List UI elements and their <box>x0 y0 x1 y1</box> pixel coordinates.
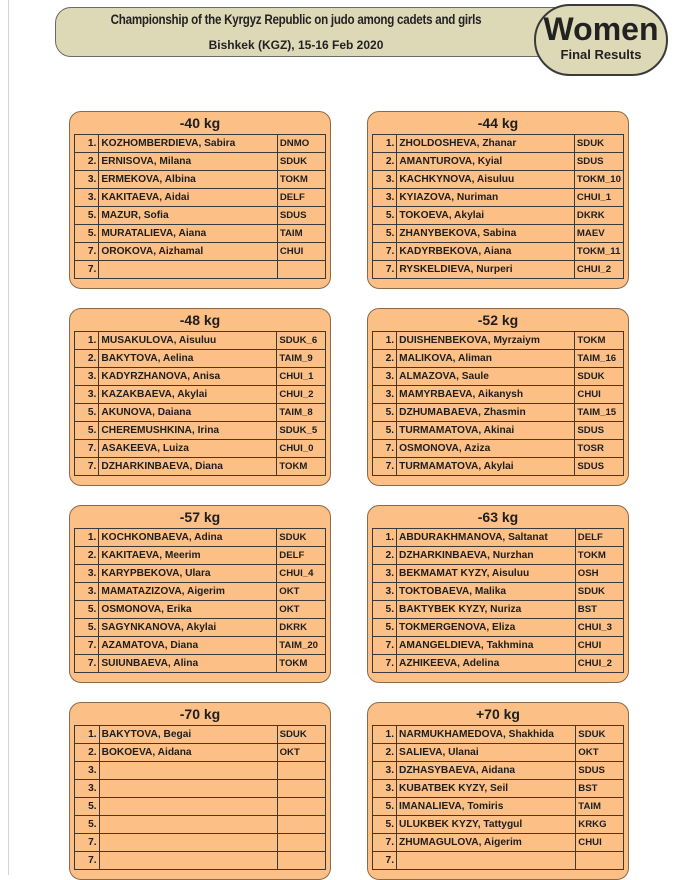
place-cell: 5. <box>373 601 397 619</box>
athlete-name-cell: MAMATAZIZOVA, Aigerim <box>99 583 277 601</box>
club-cell: DNMO <box>277 135 325 153</box>
place-cell: 3. <box>373 368 397 386</box>
table-row <box>75 834 326 852</box>
table-row <box>373 225 624 243</box>
results-badge <box>534 4 668 76</box>
weight-category-title: -70 kg <box>179 706 221 722</box>
club-cell: TOKM <box>277 458 326 476</box>
place-cell: 2. <box>75 350 99 368</box>
athlete-name-cell <box>99 780 277 798</box>
club-cell: TAIM_20 <box>277 637 326 655</box>
place-cell: 3. <box>75 368 99 386</box>
club-cell: SDUK <box>277 529 326 547</box>
athlete-name-cell: KACHKYNOVA, Aisuluu <box>397 171 575 189</box>
place-cell: 3. <box>373 565 397 583</box>
club-cell: BST <box>575 601 623 619</box>
place-cell: 1. <box>75 135 99 153</box>
athlete-name-cell: DZHARKINBAEVA, Nurzhan <box>397 547 576 565</box>
table-row <box>373 332 624 350</box>
athlete-name-cell: KARYPBEKOVA, Ulara <box>99 565 277 583</box>
club-cell: TOKM_10 <box>574 171 623 189</box>
table-row <box>75 637 326 655</box>
results-table <box>372 528 624 673</box>
club-cell <box>277 852 325 870</box>
place-cell: 1. <box>75 726 100 744</box>
place-cell: 3. <box>75 565 99 583</box>
table-row <box>373 404 624 422</box>
athlete-name-cell <box>397 852 576 870</box>
club-cell: CHUI_4 <box>277 565 326 583</box>
athlete-name-cell: KAKITAEVA, Aidai <box>99 189 278 207</box>
results-table <box>74 725 326 870</box>
table-row <box>373 350 624 368</box>
place-cell: 7. <box>373 637 397 655</box>
club-cell: SDUS <box>574 153 623 171</box>
athlete-name-cell: ULUKBEK KYZY, Tattygul <box>397 816 576 834</box>
athlete-name-cell: MURATALIEVA, Aiana <box>99 225 278 243</box>
club-cell <box>277 816 325 834</box>
athlete-name-cell: OSMONOVA, Aziza <box>397 440 575 458</box>
club-cell: CHUI_2 <box>574 261 623 279</box>
table-row <box>75 583 326 601</box>
table-row <box>75 726 326 744</box>
weight-category-block <box>367 308 629 486</box>
athlete-name-cell: RYSKELDIEVA, Nurperi <box>397 261 575 279</box>
table-row <box>373 386 624 404</box>
athlete-name-cell: IMANALIEVA, Tomiris <box>397 798 576 816</box>
club-cell: TAIM_16 <box>575 350 624 368</box>
athlete-name-cell: DZHUMABAEVA, Zhasmin <box>397 404 575 422</box>
athlete-name-cell: NARMUKHAMEDOVA, Shakhida <box>397 726 576 744</box>
table-row <box>373 726 624 744</box>
club-cell: CHUI_0 <box>277 440 326 458</box>
place-cell: 7. <box>75 440 99 458</box>
club-cell: SDUS <box>575 458 624 476</box>
athlete-name-cell: ZHOLDOSHEVA, Zhanar <box>397 135 575 153</box>
table-row <box>373 619 624 637</box>
table-row <box>373 655 624 673</box>
table-row <box>373 135 624 153</box>
place-cell: 2. <box>75 547 99 565</box>
athlete-name-cell: SUIUNBAEVA, Alina <box>99 655 277 673</box>
weight-category-title: -40 kg <box>179 115 221 131</box>
place-cell: 1. <box>373 135 397 153</box>
club-cell: TOKM_11 <box>574 243 623 261</box>
table-row <box>75 619 326 637</box>
club-cell: CHUI_1 <box>574 189 623 207</box>
place-cell: 7. <box>75 834 100 852</box>
place-cell: 3. <box>373 762 397 780</box>
place-cell: 2. <box>75 153 99 171</box>
place-cell: 5. <box>373 225 397 243</box>
club-cell <box>277 798 325 816</box>
club-cell: BST <box>576 780 624 798</box>
results-table <box>74 331 326 476</box>
club-cell: OSH <box>575 565 623 583</box>
athlete-name-cell: AMANGELDIEVA, Takhmina <box>397 637 576 655</box>
athlete-name-cell <box>99 816 277 834</box>
table-row <box>75 565 326 583</box>
club-cell: CHUI_1 <box>277 368 326 386</box>
club-cell: CHUI <box>576 834 624 852</box>
athlete-name-cell: ZHUMAGULOVA, Aigerim <box>397 834 576 852</box>
club-cell: TOKM <box>575 547 623 565</box>
athlete-name-cell: AKUNOVA, Daiana <box>99 404 277 422</box>
place-cell: 1. <box>373 529 397 547</box>
club-cell: KRKG <box>576 816 624 834</box>
athlete-name-cell: AMANTUROVA, Kyial <box>397 153 575 171</box>
table-row <box>373 637 624 655</box>
club-cell: DKRK <box>277 619 326 637</box>
athlete-name-cell: BEKMAMAT KYZY, Aisuluu <box>397 565 576 583</box>
club-cell: CHUI_2 <box>575 655 623 673</box>
club-cell: OKT <box>576 744 624 762</box>
table-row <box>75 601 326 619</box>
place-cell: 7. <box>373 852 397 870</box>
weight-category-title: -44 kg <box>477 115 519 131</box>
club-cell: OKT <box>277 744 325 762</box>
club-cell: OKT <box>277 583 326 601</box>
club-cell: TAIM_8 <box>277 404 326 422</box>
club-cell: TOKM <box>277 655 326 673</box>
athlete-name-cell: BOKOEVA, Aidana <box>99 744 277 762</box>
athlete-name-cell: SAGYNKANOVA, Akylai <box>99 619 277 637</box>
table-row <box>373 744 624 762</box>
table-row <box>75 762 326 780</box>
table-row <box>75 655 326 673</box>
place-cell: 3. <box>75 583 99 601</box>
results-table <box>372 331 624 476</box>
table-row <box>75 458 326 476</box>
athlete-name-cell: BAKTYBEK KYZY, Nuriza <box>397 601 576 619</box>
club-cell: DELF <box>277 189 325 207</box>
place-cell: 7. <box>75 261 99 279</box>
club-cell: TOKM <box>575 332 624 350</box>
results-table <box>74 134 326 279</box>
club-cell: TAIM_9 <box>277 350 326 368</box>
athlete-name-cell <box>99 852 277 870</box>
club-cell: SDUK <box>574 135 623 153</box>
table-row <box>75 189 326 207</box>
place-cell: 7. <box>373 261 397 279</box>
place-cell: 2. <box>373 153 397 171</box>
results-table <box>372 725 624 870</box>
table-row <box>75 207 326 225</box>
table-row <box>75 386 326 404</box>
place-cell: 1. <box>373 332 397 350</box>
page-title: Championship of the Kyrgyz Republic on judo among cadets and girls <box>110 12 482 27</box>
place-cell: 5. <box>373 798 397 816</box>
table-row <box>75 404 326 422</box>
table-row <box>75 780 326 798</box>
place-cell: 5. <box>75 619 99 637</box>
place-cell: 1. <box>75 332 99 350</box>
table-row <box>75 547 326 565</box>
club-cell: TAIM <box>576 798 624 816</box>
athlete-name-cell: CHEREMUSHKINA, Irina <box>99 422 277 440</box>
weight-category-block <box>367 702 629 880</box>
club-cell: SDUK <box>277 726 325 744</box>
club-cell: SDUK_6 <box>277 332 326 350</box>
club-cell: CHUI_2 <box>277 386 326 404</box>
place-cell: 3. <box>373 386 397 404</box>
table-row <box>373 243 624 261</box>
club-cell: CHUI <box>277 243 325 261</box>
place-cell: 7. <box>75 243 99 261</box>
place-cell: 3. <box>373 780 397 798</box>
place-cell: 5. <box>75 816 100 834</box>
club-cell: TOSR <box>575 440 624 458</box>
weight-category-block <box>367 505 629 683</box>
athlete-name-cell: KADYRBEKOVA, Aiana <box>397 243 575 261</box>
athlete-name-cell: TOKOEVA, Akylai <box>397 207 575 225</box>
club-cell <box>277 834 325 852</box>
athlete-name-cell <box>99 762 277 780</box>
athlete-name-cell: KAZAKBAEVA, Akylai <box>99 386 277 404</box>
athlete-name-cell: TOKTOBAEVA, Malika <box>397 583 576 601</box>
place-cell: 5. <box>75 601 99 619</box>
results-table <box>372 134 624 279</box>
results-table <box>74 528 326 673</box>
athlete-name-cell: MAMYRBAEVA, Aikanysh <box>397 386 575 404</box>
athlete-name-cell: ZHANYBEKOVA, Sabina <box>397 225 575 243</box>
athlete-name-cell: ERNISOVA, Milana <box>99 153 278 171</box>
table-row <box>75 153 326 171</box>
table-row <box>75 350 326 368</box>
table-row <box>373 762 624 780</box>
club-cell <box>277 762 325 780</box>
club-cell: TAIM_15 <box>575 404 624 422</box>
place-cell: 7. <box>373 834 397 852</box>
weight-category-title: -63 kg <box>477 509 519 525</box>
table-row <box>373 798 624 816</box>
athlete-name-cell: OROKOVA, Aizhamal <box>99 243 278 261</box>
athlete-name-cell <box>99 834 277 852</box>
place-cell: 3. <box>75 780 100 798</box>
table-row <box>373 422 624 440</box>
place-cell: 5. <box>373 404 397 422</box>
place-cell: 5. <box>373 816 397 834</box>
club-cell: TAIM <box>277 225 325 243</box>
athlete-name-cell: MUSAKULOVA, Aisuluu <box>99 332 277 350</box>
athlete-name-cell: MALIKOVA, Aliman <box>397 350 575 368</box>
club-cell <box>576 852 624 870</box>
weight-category-title: -48 kg <box>179 312 221 328</box>
table-row <box>75 171 326 189</box>
table-row <box>373 852 624 870</box>
page-edge <box>8 0 9 875</box>
athlete-name-cell: KADYRZHANOVA, Anisa <box>99 368 277 386</box>
weight-category-title: -52 kg <box>477 312 519 328</box>
place-cell: 5. <box>75 404 99 422</box>
badge-title: Women <box>543 11 659 47</box>
table-row <box>373 171 624 189</box>
table-row <box>373 261 624 279</box>
table-row <box>75 852 326 870</box>
athlete-name-cell: BAKYTOVA, Aelina <box>99 350 277 368</box>
athlete-name-cell: KYIAZOVA, Nuriman <box>397 189 575 207</box>
athlete-name-cell: KAKITAEVA, Meerim <box>99 547 277 565</box>
place-cell: 3. <box>373 583 397 601</box>
club-cell: DKRK <box>574 207 623 225</box>
weight-category-block <box>367 111 629 289</box>
badge-subtitle: Final Results <box>560 47 642 62</box>
weight-category-block <box>69 308 331 486</box>
place-cell: 5. <box>373 619 397 637</box>
weight-category-block <box>69 505 331 683</box>
place-cell: 7. <box>373 458 397 476</box>
place-cell: 7. <box>75 458 99 476</box>
athlete-name-cell: DZHARKINBAEVA, Diana <box>99 458 277 476</box>
place-cell: 5. <box>75 207 99 225</box>
place-cell: 5. <box>75 422 99 440</box>
table-row <box>75 261 326 279</box>
club-cell: CHUI <box>575 386 624 404</box>
place-cell: 1. <box>75 529 99 547</box>
table-row <box>75 225 326 243</box>
place-cell: 2. <box>373 744 397 762</box>
place-cell: 3. <box>373 171 397 189</box>
club-cell: SDUS <box>576 762 624 780</box>
table-row <box>373 816 624 834</box>
table-row <box>75 135 326 153</box>
club-cell: MAEV <box>574 225 623 243</box>
club-cell: SDUS <box>277 207 325 225</box>
place-cell: 7. <box>75 637 99 655</box>
place-cell: 3. <box>75 386 99 404</box>
table-row <box>373 834 624 852</box>
table-row <box>373 583 624 601</box>
table-row <box>75 243 326 261</box>
table-row <box>75 529 326 547</box>
place-cell: 7. <box>373 440 397 458</box>
table-row <box>373 189 624 207</box>
athlete-name-cell: BAKYTOVA, Begai <box>99 726 277 744</box>
athlete-name-cell: MAZUR, Sofia <box>99 207 278 225</box>
athlete-name-cell: AZHIKEEVA, Adelina <box>397 655 576 673</box>
place-cell: 3. <box>373 189 397 207</box>
place-cell: 3. <box>75 171 99 189</box>
table-row <box>75 816 326 834</box>
table-row <box>75 798 326 816</box>
club-cell: CHUI_3 <box>575 619 623 637</box>
club-cell: SDUK <box>575 583 623 601</box>
table-row <box>75 368 326 386</box>
athlete-name-cell: KOCHKONBAEVA, Adina <box>99 529 277 547</box>
table-row <box>373 458 624 476</box>
table-row <box>75 422 326 440</box>
club-cell: OKT <box>277 601 326 619</box>
club-cell: DELF <box>277 547 326 565</box>
weight-category-title: -57 kg <box>179 509 221 525</box>
club-cell: SDUK_5 <box>277 422 326 440</box>
place-cell: 7. <box>75 655 99 673</box>
athlete-name-cell: SALIEVA, Ulanai <box>397 744 576 762</box>
table-row <box>373 368 624 386</box>
place-cell: 7. <box>373 655 397 673</box>
table-row <box>373 440 624 458</box>
club-cell: CHUI <box>575 637 623 655</box>
place-cell: 5. <box>373 207 397 225</box>
athlete-name-cell: ERMEKOVA, Albina <box>99 171 278 189</box>
club-cell: SDUK <box>277 153 325 171</box>
athlete-name-cell: DZHASYBAEVA, Aidana <box>397 762 576 780</box>
athlete-name-cell: DUISHENBEKOVA, Myrzaiym <box>397 332 575 350</box>
club-cell: SDUK <box>576 726 624 744</box>
table-row <box>75 332 326 350</box>
athlete-name-cell: KOZHOMBERDIEVA, Sabira <box>99 135 278 153</box>
athlete-name-cell: TOKMERGENOVA, Eliza <box>397 619 576 637</box>
place-cell: 2. <box>373 547 397 565</box>
place-cell: 2. <box>75 744 100 762</box>
place-cell: 5. <box>75 225 99 243</box>
table-row <box>75 744 326 762</box>
table-row <box>373 565 624 583</box>
club-cell: DELF <box>575 529 623 547</box>
athlete-name-cell: ABDURAKHMANOVA, Saltanat <box>397 529 576 547</box>
place-cell: 7. <box>373 243 397 261</box>
club-cell: SDUS <box>575 422 624 440</box>
weight-category-block <box>69 111 331 289</box>
athlete-name-cell: TURMAMATOVA, Akylai <box>397 458 575 476</box>
place-cell: 2. <box>373 350 397 368</box>
table-row <box>373 529 624 547</box>
place-cell: 7. <box>75 852 100 870</box>
club-cell: SDUK <box>575 368 624 386</box>
table-row <box>373 207 624 225</box>
place-cell: 5. <box>75 798 100 816</box>
club-cell <box>277 261 325 279</box>
athlete-name-cell <box>99 798 277 816</box>
athlete-name-cell: KUBATBEK KYZY, Seil <box>397 780 576 798</box>
table-row <box>373 780 624 798</box>
table-row <box>373 601 624 619</box>
place-cell: 1. <box>373 726 397 744</box>
place-cell: 5. <box>373 422 397 440</box>
place-cell: 3. <box>75 189 99 207</box>
place-cell: 3. <box>75 762 100 780</box>
athlete-name-cell: AZAMATOVA, Diana <box>99 637 277 655</box>
club-cell <box>277 780 325 798</box>
table-row <box>373 153 624 171</box>
header-banner <box>55 7 617 57</box>
athlete-name-cell: OSMONOVA, Erika <box>99 601 277 619</box>
athlete-name-cell <box>99 261 278 279</box>
table-row <box>75 440 326 458</box>
table-row <box>373 547 624 565</box>
athlete-name-cell: TURMAMATOVA, Akinai <box>397 422 575 440</box>
club-cell: TOKM <box>277 171 325 189</box>
athlete-name-cell: ALMAZOVA, Saule <box>397 368 575 386</box>
athlete-name-cell: ASAKEEVA, Luiza <box>99 440 277 458</box>
weight-category-block <box>69 702 331 880</box>
weight-category-title: +70 kg <box>476 706 520 722</box>
page-subtitle: Bishkek (KGZ), 15-16 Feb 2020 <box>208 38 384 52</box>
